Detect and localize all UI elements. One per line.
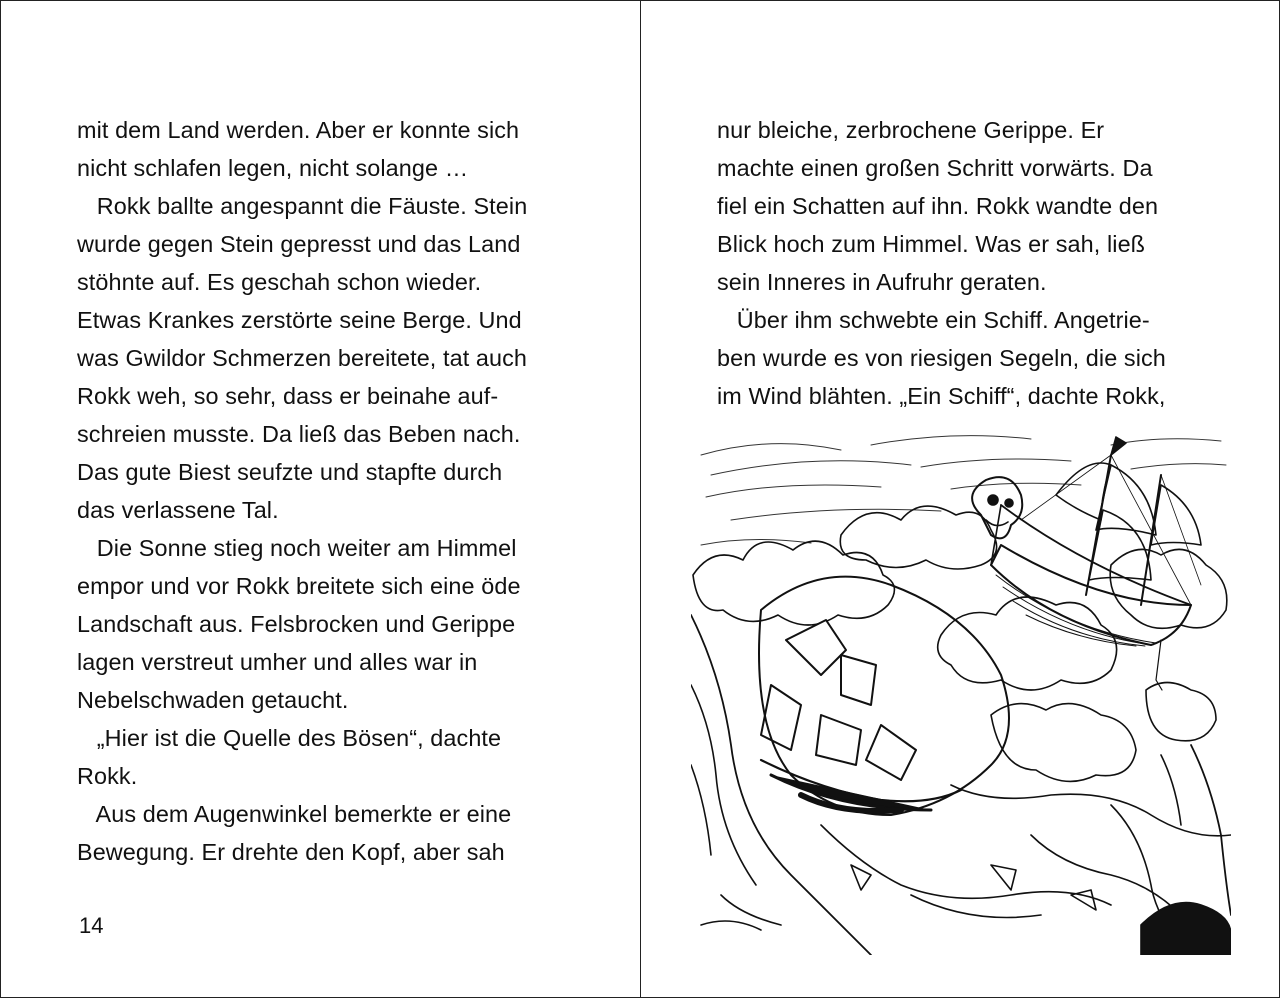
text-line: fiel ein Schatten auf ihn. Rokk wandte den (717, 193, 1159, 219)
left-page-text (77, 111, 577, 871)
text-line: nur bleiche, zerbrochene Gerippe. Er (717, 117, 1105, 143)
text-line: Rokk ballte angespannt die Fäuste. Stein (77, 193, 528, 219)
text-line: sein Inneres in Aufruhr geraten. (717, 269, 1047, 295)
text-line: wurde gegen Stein gepresst und das Land (77, 231, 521, 257)
right-page-text (717, 111, 1227, 415)
text-line: Blick hoch zum Himmel. Was er sah, ließ (717, 231, 1146, 257)
text-line: Etwas Krankes zerstörte seine Berge. Und (77, 307, 522, 333)
text-line: Über ihm schwebte ein Schiff. Angetrie- (717, 307, 1150, 333)
text-line: ben wurde es von riesigen Segeln, die sich (717, 345, 1166, 371)
text-line: mit dem Land werden. Aber er konnte sich (77, 117, 520, 143)
text-line: das verlassene Tal. (77, 497, 279, 523)
text-line: Bewegung. Er drehte den Kopf, aber sah (77, 839, 505, 865)
text-line: „Hier ist die Quelle des Bösen“, dachte (77, 725, 502, 751)
text-line: nicht schlafen legen, nicht solange … (77, 155, 469, 181)
text-line: Nebelschwaden getaucht. (77, 687, 349, 713)
sky-hatching (701, 436, 1226, 545)
text-line: lagen verstreut umher und alles war in (77, 649, 478, 675)
text-line: im Wind blähten. „Ein Schiff“, dachte Rokk, (717, 383, 1166, 409)
right-page (640, 0, 1280, 998)
text-line: stöhnte auf. Es geschah schon wieder. (77, 269, 482, 295)
text-line: Die Sonne stieg noch weiter am Himmel (77, 535, 517, 561)
ship (972, 437, 1201, 690)
text-line: was Gwildor Schmerzen bereitete, tat auch (77, 345, 528, 371)
text-line: Das gute Biest seufzte und stapfte durch (77, 459, 503, 485)
text-line: Landschaft aus. Felsbrocken und Gerippe (77, 611, 516, 637)
text-line: Rokk weh, so sehr, dass er beinahe auf- (77, 383, 499, 409)
cliffs (691, 615, 1231, 955)
page-number: 14 (79, 913, 104, 938)
text-line: schreien musste. Da ließ das Beben nach. (77, 421, 521, 447)
text-line: Aus dem Augenwinkel bemerkte er eine (77, 801, 512, 827)
text-line: empor und vor Rokk breitete sich eine öde (77, 573, 521, 599)
text-line: Rokk. (77, 763, 138, 789)
illustration-flying-ship (691, 425, 1231, 955)
text-line: machte einen großen Schritt vorwärts. Da (717, 155, 1153, 181)
